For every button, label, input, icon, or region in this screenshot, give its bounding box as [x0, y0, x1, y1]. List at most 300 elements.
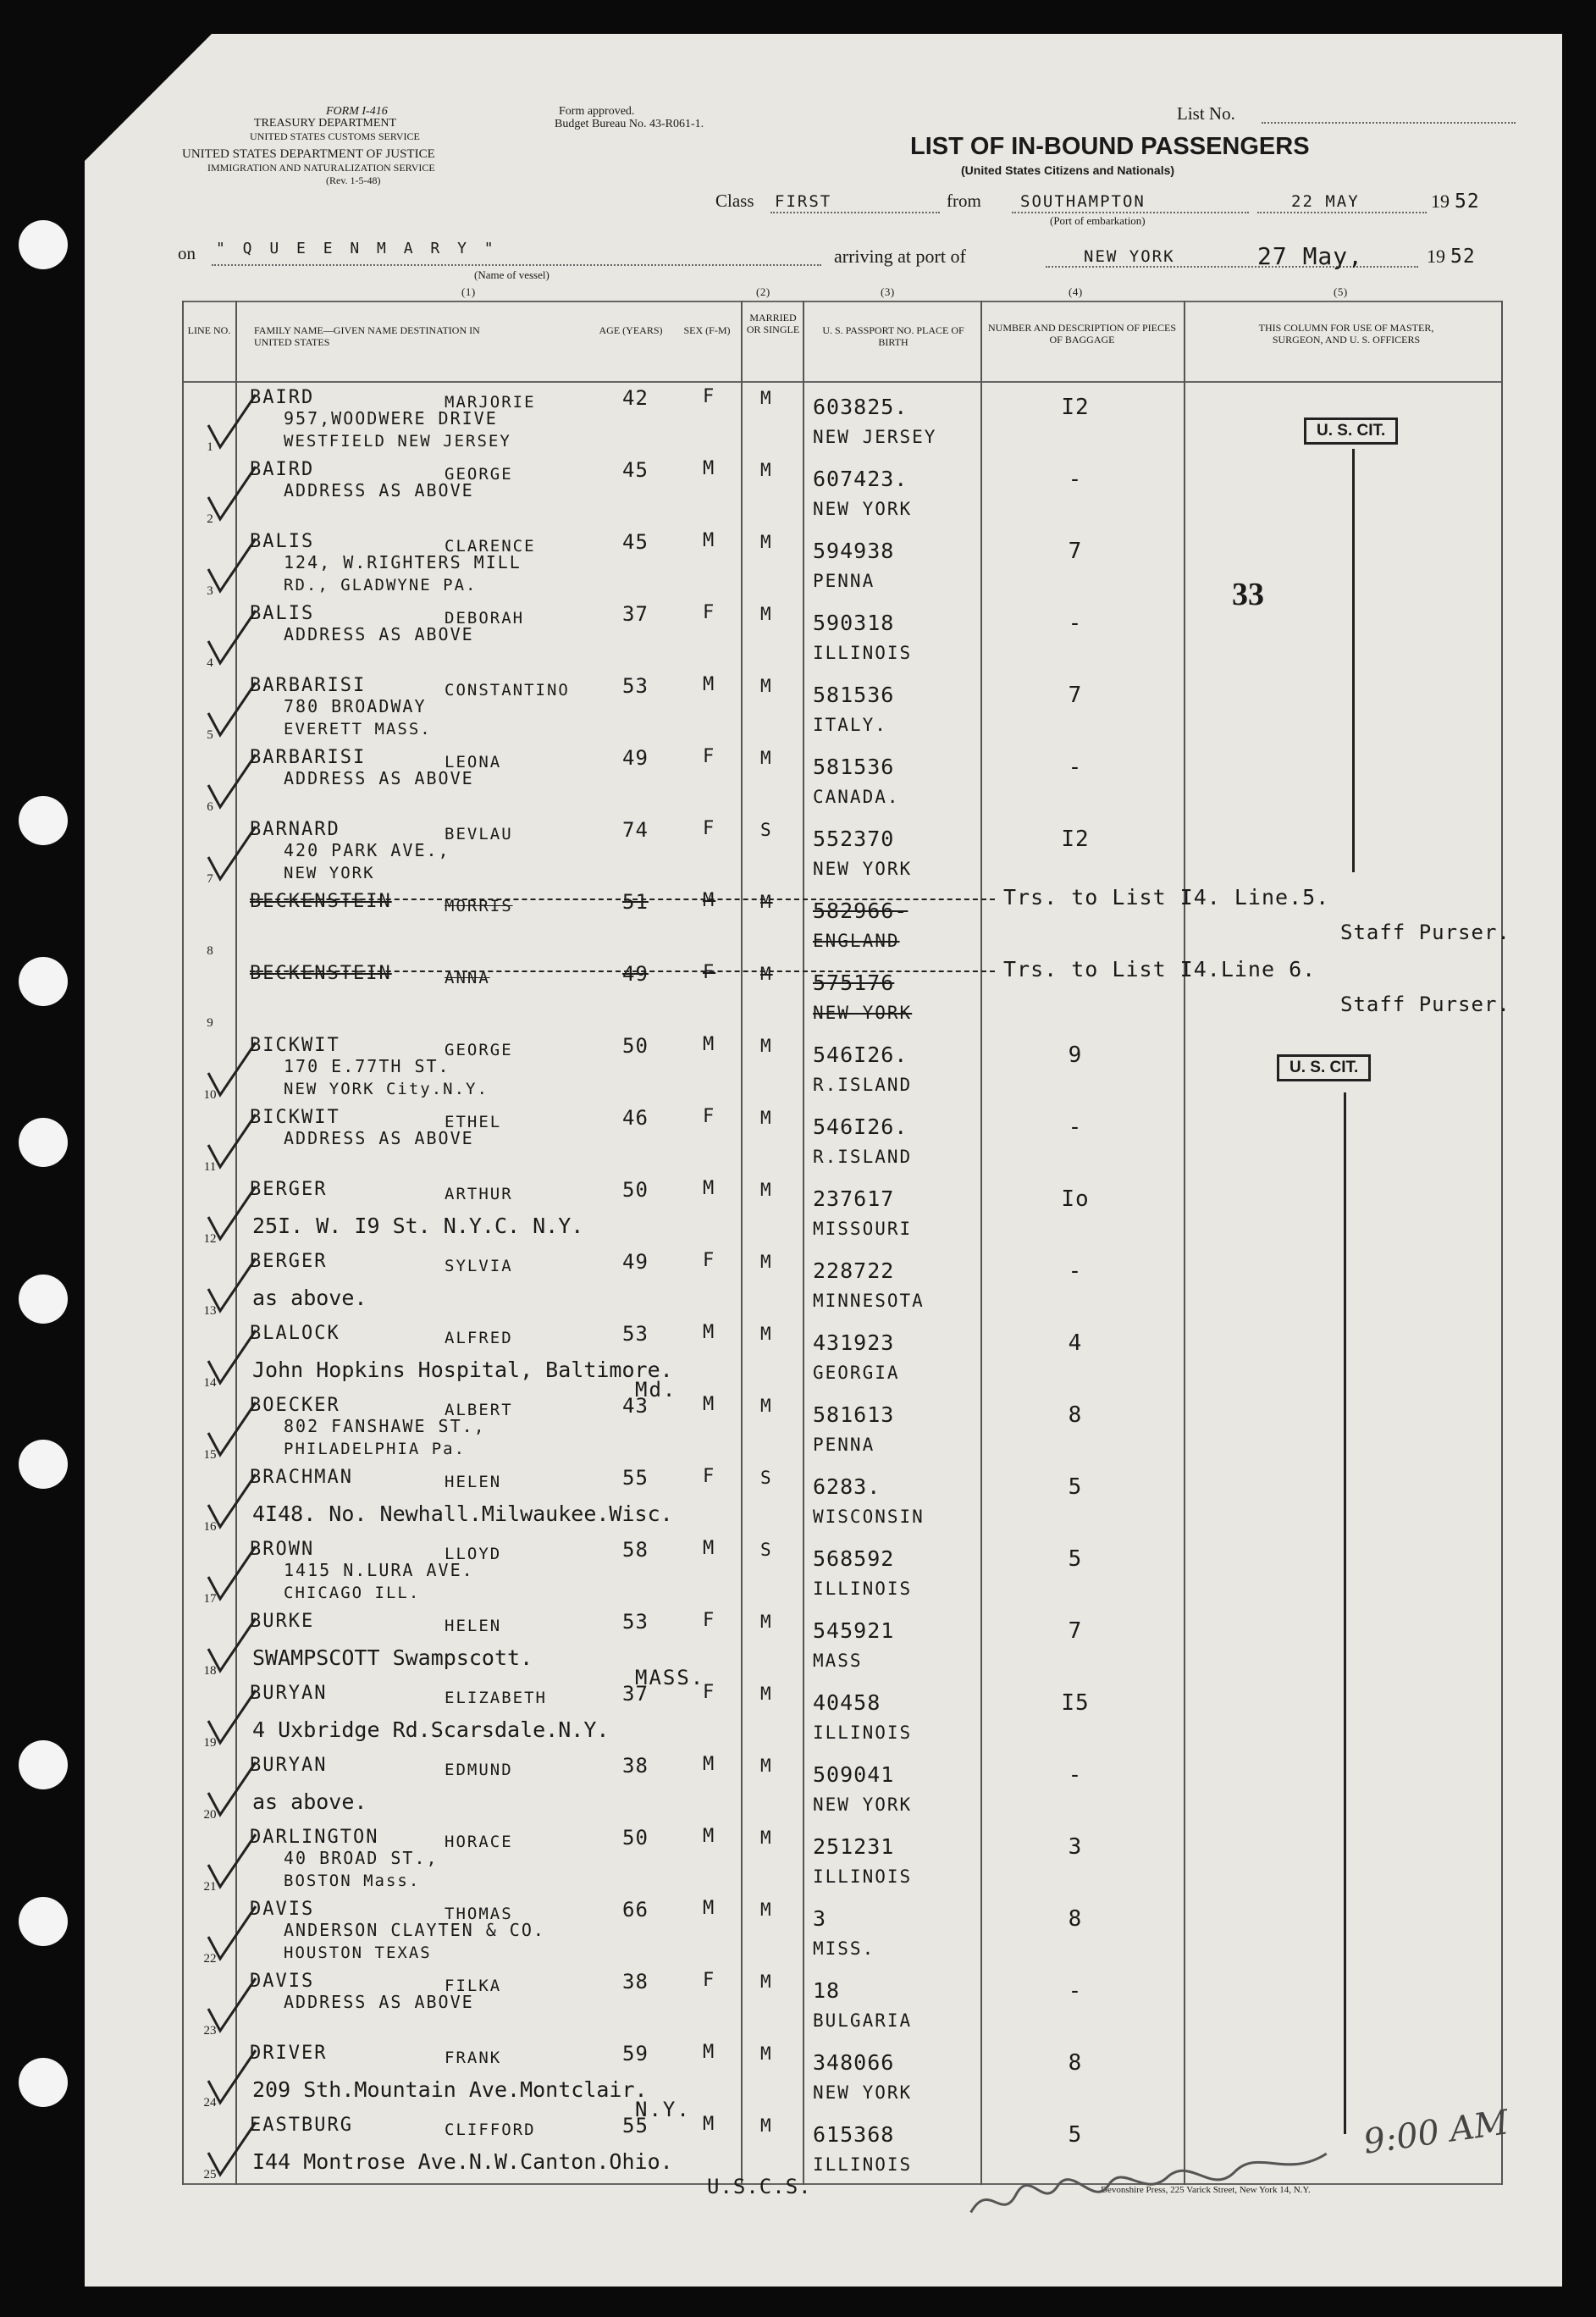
age: 42: [622, 386, 649, 410]
age: 43: [622, 1394, 649, 1418]
col-number-3: (3): [881, 285, 895, 298]
age: 53: [622, 1322, 649, 1346]
class-value: FIRST: [775, 192, 832, 211]
staff-purser: Staff Purser.: [1340, 921, 1510, 944]
place-of-birth: ILLINOIS: [813, 2154, 913, 2175]
line-number: 11: [203, 1160, 217, 1174]
binder-hole: [19, 1440, 68, 1489]
sex: M: [703, 458, 716, 479]
passport-number: 3: [813, 1906, 827, 1931]
checkmark-icon: [202, 1471, 261, 1530]
given-name: MARJORIE: [445, 393, 536, 412]
arrival-year-prefix: 19: [1427, 246, 1445, 267]
given-name: GEORGE: [445, 1041, 513, 1059]
checkmark-icon: [202, 751, 261, 810]
destination-line1: ADDRESS AS ABOVE: [284, 480, 474, 500]
passport-number: 348066: [813, 2050, 895, 2075]
printer-line: Devonshire Press, 225 Varick Street, New York 14, N.Y.: [1101, 2185, 1311, 2195]
given-name: ARTHUR: [445, 1185, 513, 1203]
line-number: 4: [207, 656, 213, 670]
family-name: BICKWIT: [250, 1107, 340, 1128]
passenger-count: 33: [1232, 577, 1264, 612]
family-name: BURYAN: [250, 1755, 328, 1776]
col-divider: [741, 301, 743, 2185]
list-no-label: List No.: [1177, 103, 1235, 124]
given-name: EDMUND: [445, 1761, 513, 1779]
passport-number: 509041: [813, 1762, 895, 1787]
line-number: 5: [207, 728, 213, 742]
place-of-birth: ILLINOIS: [813, 1579, 913, 1599]
passport-number: 545921: [813, 1618, 895, 1643]
baggage-count: -: [1068, 611, 1083, 636]
place-of-birth: PENNA: [813, 1435, 875, 1455]
place-of-birth: MISS.: [813, 1938, 875, 1959]
sex: F: [703, 1610, 716, 1631]
passport-number: 568592: [813, 1546, 895, 1571]
line-number: 3: [207, 584, 213, 598]
checkmark-icon: [202, 1903, 261, 1962]
destination-line2: NEW YORK City.N.Y.: [284, 1080, 489, 1098]
destination-line2: PHILADELPHIA Pa.: [284, 1440, 467, 1458]
destination-line1: 40 BROAD ST.,: [284, 1848, 439, 1868]
sex: M: [703, 1538, 716, 1559]
destination-line1: 209 Sth.Mountain Ave.Montclair.: [252, 2077, 648, 2102]
line-number: 14: [203, 1376, 217, 1390]
table-header-border: [182, 381, 1503, 383]
age: 50: [622, 1034, 649, 1058]
passport-number: 575176: [813, 970, 895, 995]
family-name: BARNARD: [250, 819, 340, 840]
header-sex: SEX (F-M): [683, 324, 731, 336]
place-of-birth: MISSOURI: [813, 1219, 913, 1239]
family-name: BAIRD: [250, 387, 315, 408]
place-of-birth: ITALY.: [813, 715, 887, 735]
age: 49: [622, 746, 649, 770]
baggage-count: 8: [1068, 2050, 1083, 2076]
given-name: BEVLAU: [445, 825, 513, 843]
given-name: LLOYD: [445, 1545, 502, 1563]
binder-hole: [19, 957, 68, 1006]
line-number: 2: [207, 512, 213, 526]
age: 53: [622, 1610, 649, 1634]
family-name: BALIS: [250, 603, 315, 624]
age: 59: [622, 2042, 649, 2065]
place-of-birth: NEW JERSEY: [813, 427, 937, 447]
line-number: 1: [207, 440, 213, 454]
line-number: 12: [203, 1232, 217, 1246]
transfer-strike-line: [250, 899, 995, 900]
age: 45: [622, 530, 649, 554]
binder-hole: [19, 796, 68, 845]
footer-uscs: U.S.C.S.: [707, 2175, 812, 2198]
passport-number: 251231: [813, 1834, 895, 1859]
destination-line1: 1415 N.LURA AVE.: [284, 1560, 474, 1580]
customs-service: UNITED STATES CUSTOMS SERVICE: [250, 130, 420, 142]
sex: F: [703, 602, 716, 623]
baggage-count: Io: [1061, 1186, 1090, 1212]
marital-status: M: [760, 964, 773, 984]
destination-line1: ADDRESS AS ABOVE: [284, 768, 474, 788]
given-name: DEBORAH: [445, 609, 525, 628]
col-divider: [803, 301, 804, 2185]
table-top-border: [182, 301, 1503, 302]
place-of-birth: ILLINOIS: [813, 1866, 913, 1887]
destination-line1: 420 PARK AVE.,: [284, 840, 450, 860]
marital-status: M: [760, 1828, 773, 1848]
checkmark-icon: [202, 535, 261, 594]
baggage-count: 8: [1068, 1402, 1083, 1428]
baggage-count: -: [1068, 1114, 1083, 1140]
line-number: 6: [207, 800, 213, 814]
header-passport: U. S. PASSPORT NO. PLACE OF BIRTH: [822, 324, 964, 348]
family-name: BURYAN: [250, 1683, 328, 1704]
line-number: 24: [203, 2096, 217, 2110]
family-name: BERGER: [250, 1251, 328, 1272]
marital-status: M: [760, 1396, 773, 1416]
age: 66: [622, 1898, 649, 1922]
given-name: ALFRED: [445, 1329, 513, 1347]
checkmark-icon: [202, 1687, 261, 1746]
from-value: SOUTHAMPTON: [1020, 192, 1146, 211]
baggage-count: 7: [1068, 539, 1083, 564]
destination-line2: RD., GLADWYNE PA.: [284, 576, 478, 594]
passport-number: 581536: [813, 755, 895, 779]
destination-line1: 25I. W. I9 St. N.Y.C. N.Y.: [252, 1214, 584, 1238]
place-of-birth: NEW YORK: [813, 859, 913, 879]
line-number: 19: [203, 1736, 217, 1750]
age: 38: [622, 1754, 649, 1778]
age: 37: [622, 1682, 649, 1706]
from-label: from: [947, 191, 981, 211]
given-name: LEONA: [445, 753, 502, 771]
given-name: HELEN: [445, 1473, 502, 1491]
destination-line1: SWAMPSCOTT Swampscott.: [252, 1645, 533, 1670]
age: 55: [622, 2114, 649, 2137]
given-name: MORRIS: [445, 897, 513, 915]
arriving-port: NEW YORK: [1084, 247, 1175, 266]
given-name: ALBERT: [445, 1401, 513, 1419]
place-of-birth: ILLINOIS: [813, 1723, 913, 1743]
sex: M: [703, 2042, 716, 2063]
checkmark-icon: [202, 391, 261, 451]
year-value: 52: [1455, 191, 1480, 213]
passport-number: 607423.: [813, 467, 908, 491]
place-of-birth: NEW YORK: [813, 1794, 913, 1815]
given-name: HORACE: [445, 1833, 513, 1851]
checkmark-icon: [202, 1759, 261, 1818]
passport-number: 40458: [813, 1690, 881, 1715]
family-name: DRIVER: [250, 2043, 328, 2064]
sex: M: [703, 530, 716, 551]
marital-status: S: [760, 1540, 773, 1560]
sex: M: [703, 674, 716, 695]
sex: F: [703, 1682, 716, 1703]
place-of-birth: R.ISLAND: [813, 1075, 913, 1095]
place-of-birth: R.ISLAND: [813, 1147, 913, 1167]
line-number: 17: [203, 1592, 217, 1606]
given-name: CONSTANTINO: [445, 681, 570, 700]
ins-service: IMMIGRATION AND NATURALIZATION SERVICE: [207, 162, 435, 174]
baggage-count: 3: [1068, 1834, 1083, 1860]
vessel-caption: (Name of vessel): [474, 268, 549, 281]
col-number-4: (4): [1069, 285, 1083, 298]
arrival-date: 27 May,: [1257, 242, 1364, 270]
sex: F: [703, 746, 716, 767]
baggage-count: I2: [1061, 827, 1090, 852]
given-name: ANNA: [445, 969, 490, 987]
family-name: BARBARISI: [250, 747, 367, 768]
baggage-count: -: [1068, 755, 1083, 780]
destination-line2: WESTFIELD NEW JERSEY: [284, 432, 511, 451]
family-name: BOECKER: [250, 1395, 340, 1416]
us-citizen-stamp: U. S. CIT.: [1304, 418, 1398, 445]
destination-line2: N.Y.: [635, 2098, 691, 2121]
justice-dept: UNITED STATES DEPARTMENT OF JUSTICE: [182, 147, 435, 161]
age: 49: [622, 1250, 649, 1274]
header-married: MARRIED OR SINGLE: [746, 312, 800, 335]
family-name: DARLINGTON: [250, 1827, 379, 1848]
line-number: 18: [203, 1664, 217, 1678]
destination-line2: CHICAGO ILL.: [284, 1584, 421, 1602]
baggage-count: 9: [1068, 1042, 1083, 1068]
destination-line1: 170 E.77TH ST.: [284, 1056, 450, 1076]
form-approved: Form approved.: [559, 105, 635, 118]
form-title: LIST OF IN-BOUND PASSENGERS: [910, 133, 1310, 160]
transfer-note: Trs. to List I4.Line 6.: [1003, 957, 1317, 982]
given-name: ETHEL: [445, 1113, 502, 1131]
marital-status: M: [760, 1180, 773, 1200]
baggage-count: I5: [1061, 1690, 1090, 1716]
place-of-birth: MINNESOTA: [813, 1291, 925, 1311]
sex: F: [703, 386, 716, 407]
family-name: BRACHMAN: [250, 1467, 353, 1488]
sex: M: [703, 1754, 716, 1775]
marital-status: M: [760, 1036, 773, 1056]
given-name: CLARENCE: [445, 537, 536, 556]
destination-line1: John Hopkins Hospital, Baltimore.: [252, 1358, 673, 1382]
checkmark-icon: [202, 1327, 261, 1386]
passport-number: 581536: [813, 683, 895, 707]
us-citizen-stamp: U. S. CIT.: [1277, 1054, 1371, 1081]
col-number-5: (5): [1334, 285, 1348, 298]
place-of-birth: MASS: [813, 1651, 863, 1671]
checkmark-icon: [202, 463, 261, 523]
place-of-birth: ENGLAND: [813, 931, 900, 951]
header-name: FAMILY NAME—GIVEN NAME DESTINATION IN UNITED STATES: [254, 324, 480, 348]
destination-line1: 957,WOODWERE DRIVE: [284, 408, 498, 429]
sex: M: [703, 1322, 716, 1343]
sex: M: [703, 1178, 716, 1199]
line-number: 16: [203, 1520, 217, 1534]
age: 38: [622, 1970, 649, 1994]
checkmark-icon: [202, 679, 261, 738]
destination-line1: ADDRESS AS ABOVE: [284, 624, 474, 644]
checkmark-icon: [202, 1399, 261, 1458]
class-field: [770, 212, 940, 213]
sex: M: [703, 1034, 716, 1055]
revision: (Rev. 1-5-48): [326, 174, 381, 186]
place-of-birth: NEW YORK: [813, 2082, 913, 2103]
passport-number: 552370: [813, 827, 895, 851]
family-name: BARBARISI: [250, 675, 367, 696]
destination-line1: ADDRESS AS ABOVE: [284, 1992, 474, 2012]
destination-line1: 4 Uxbridge Rd.Scarsdale.N.Y.: [252, 1717, 610, 1742]
line-number: 8: [207, 944, 213, 958]
list-no-field: [1262, 122, 1516, 124]
col-divider: [1184, 301, 1185, 2185]
family-name: BECKENSTEIN: [250, 891, 392, 912]
handwritten-time: 9:00 AM: [1361, 2103, 1511, 2162]
family-name: BURKE: [250, 1611, 315, 1632]
checkmark-icon: [202, 1039, 261, 1098]
baggage-count: -: [1068, 1978, 1083, 2004]
passport-number: 594938: [813, 539, 895, 563]
sex: F: [703, 1466, 716, 1487]
form-number: FORM I-416: [326, 105, 388, 118]
baggage-count: 4: [1068, 1330, 1083, 1356]
passport-number: 603825.: [813, 395, 908, 419]
marital-status: M: [760, 532, 773, 552]
destination-line1: I44 Montrose Ave.N.W.Canton.Ohio.: [252, 2149, 673, 2174]
given-name: FILKA: [445, 1977, 502, 1995]
passport-number: 6283.: [813, 1474, 881, 1499]
passport-number: 590318: [813, 611, 895, 635]
destination-line1: 780 BROADWAY: [284, 696, 427, 716]
baggage-count: -: [1068, 1258, 1083, 1284]
checkmark-icon: [202, 1975, 261, 2034]
family-name: BROWN: [250, 1539, 315, 1560]
destination-line2: Md.: [635, 1378, 677, 1402]
marital-status: M: [760, 748, 773, 768]
destination-line1: 802 FANSHAWE ST.,: [284, 1416, 486, 1436]
vessel-field: [212, 264, 821, 266]
transfer-strike-line: [250, 970, 995, 972]
col-divider: [182, 301, 184, 2185]
header-line-no: LINE NO.: [187, 324, 231, 336]
checkmark-icon: [202, 1543, 261, 1602]
staff-purser: Staff Purser.: [1340, 993, 1510, 1016]
marital-status: M: [760, 1899, 773, 1920]
place-of-birth: CANADA.: [813, 787, 900, 807]
col-divider: [1501, 301, 1503, 2185]
vessel-name: " Q U E E N M A R Y ": [216, 240, 498, 257]
passport-number: 431923: [813, 1330, 895, 1355]
age: 45: [622, 458, 649, 482]
checkmark-icon: [202, 1183, 261, 1242]
line-number: 20: [203, 1808, 217, 1822]
destination-line2: NEW YORK: [284, 864, 375, 882]
family-name: DAVIS: [250, 1899, 315, 1920]
place-of-birth: GEORGIA: [813, 1363, 900, 1383]
age: 50: [622, 1826, 649, 1850]
checkmark-icon: [202, 1831, 261, 1890]
passport-number: 18: [813, 1978, 841, 2003]
passport-number: 546I26.: [813, 1042, 908, 1067]
sex: F: [703, 1250, 716, 1271]
checkmark-icon: [202, 1615, 261, 1674]
marital-status: M: [760, 1612, 773, 1632]
sex: F: [703, 1106, 716, 1127]
destination-line1: 4I48. No. Newhall.Milwaukee.Wisc.: [252, 1501, 673, 1526]
family-name: BICKWIT: [250, 1035, 340, 1056]
marital-status: M: [760, 460, 773, 480]
family-name: BALIS: [250, 531, 315, 552]
marital-status: M: [760, 676, 773, 696]
from-field: [1012, 212, 1249, 213]
destination-line1: as above.: [252, 1789, 367, 1814]
marital-status: S: [760, 820, 773, 840]
baggage-count: 8: [1068, 1906, 1083, 1932]
place-of-birth: ILLINOIS: [813, 643, 913, 663]
passport-number: 581613: [813, 1402, 895, 1427]
destination-line2: MASS.: [635, 1666, 705, 1689]
baggage-count: I2: [1061, 395, 1090, 420]
header-age: AGE (YEARS): [599, 324, 663, 336]
marital-status: M: [760, 604, 773, 624]
line-number: 10: [203, 1088, 217, 1102]
binder-hole: [19, 1118, 68, 1167]
baggage-count: -: [1068, 467, 1083, 492]
line-number: 7: [207, 872, 213, 886]
binder-hole: [19, 2058, 68, 2107]
age: 55: [622, 1466, 649, 1490]
destination-line1: 124, W.RIGHTERS MILL: [284, 552, 522, 572]
sex: F: [703, 1970, 716, 1991]
marital-status: M: [760, 1756, 773, 1776]
family-name: BECKENSTEIN: [250, 963, 392, 984]
sex: M: [703, 2114, 716, 2135]
passport-number: 582966-: [813, 899, 908, 923]
sex: F: [703, 818, 716, 839]
place-of-birth: PENNA: [813, 571, 875, 591]
checkmark-icon: [202, 2119, 261, 2178]
transfer-note: Trs. to List I4. Line.5.: [1003, 885, 1330, 910]
marital-status: M: [760, 2115, 773, 2136]
bracket-line: [1344, 1092, 1346, 2134]
sex: M: [703, 890, 716, 911]
binder-hole: [19, 220, 68, 269]
sex: M: [703, 1394, 716, 1415]
form-subtitle: (United States Citizens and Nationals): [961, 163, 1175, 177]
destination-line1: ANDERSON CLAYTEN & CO.: [284, 1920, 545, 1940]
line-number: 23: [203, 2024, 217, 2038]
passport-number: 237617: [813, 1186, 895, 1211]
header-officers: THIS COLUMN FOR USE OF MASTER, SURGEON, AND U. S. OFFICERS: [1258, 322, 1434, 346]
given-name: GEORGE: [445, 465, 513, 484]
arrival-year: 52: [1450, 246, 1476, 268]
line-number: 25: [203, 2168, 217, 2182]
baggage-count: 5: [1068, 1546, 1083, 1572]
destination-line1: ADDRESS AS ABOVE: [284, 1128, 474, 1148]
class-label: Class: [715, 191, 754, 211]
year-prefix: 19: [1431, 191, 1450, 212]
folded-corner: [85, 34, 212, 161]
age: 50: [622, 1178, 649, 1202]
place-of-birth: BULGARIA: [813, 2010, 913, 2031]
baggage-count: 7: [1068, 1618, 1083, 1644]
age: 37: [622, 602, 649, 626]
binder-hole: [19, 1740, 68, 1789]
binder-hole: [19, 1275, 68, 1324]
line-number: 9: [207, 1016, 213, 1030]
destination-line2: BOSTON Mass.: [284, 1872, 421, 1890]
baggage-count: -: [1068, 1762, 1083, 1788]
marital-status: M: [760, 1324, 773, 1344]
given-name: CLIFFORD: [445, 2121, 536, 2139]
age: 58: [622, 1538, 649, 1562]
destination-line2: EVERETT MASS.: [284, 720, 432, 738]
arriving-label: arriving at port of: [834, 246, 966, 267]
